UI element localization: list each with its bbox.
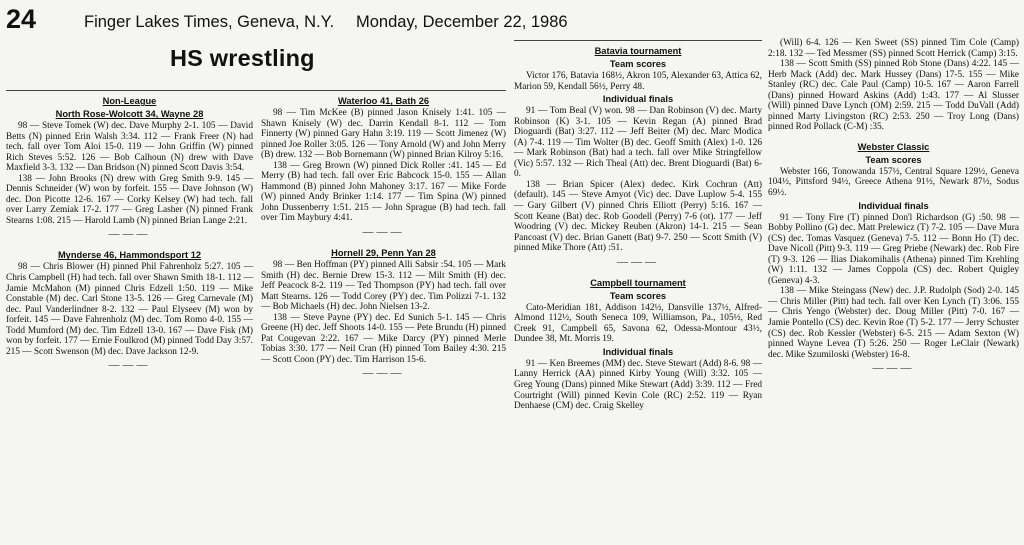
- column-rule: [6, 90, 506, 91]
- league-label: Non-League: [102, 96, 157, 106]
- results-paragraph: 138 — Steve Payne (PY) dec. Ed Sunich 5-1. 145 — Chris Greene (H) dec. Jeff Shoots 14-0. 155 — Pete Brundu (H) pinned Pat Cougevan 2:22. 167 — Mike Darcy (PY) pinned Merle Tobias 3:30. 177 — Neil Cran (H) pinned Tom Bailey 4:30. 215 — Scott Coon (PY) dec. Tim Harrison 15-6.: [261, 312, 506, 365]
- results-paragraph: 138 — Greg Brown (W) pinned Dick Roller :41. 145 — Ed Merry (B) had tech. fall over Eric Babcock 15-0. 155 — Allan Hammond (B) pinned John Mahoney 3:17. 167 — Mike Forde (W) pinned Andy Brinker 1:14. 177 — Tim Spina (W) pinned John Dussenberry 1:51. 215 — John Sprague (B) had tech. fall over Tim Maybury 4:41.: [261, 160, 506, 224]
- results-block: [514, 46, 762, 268]
- subheading: Team scores: [609, 59, 667, 69]
- match-heading: Waterloo 41, Bath 26: [337, 96, 430, 106]
- match-heading: Mynderse 46, Hammondsport 12: [57, 250, 202, 261]
- publication-name: Finger Lakes Times, Geneva, N.Y.: [84, 13, 335, 31]
- team-scores: Victor 176, Batavia 168½, Akron 105, Alexander 63, Attica 62, Marion 59, Kendall 56½, Perry 48.: [514, 71, 762, 92]
- results-paragraph: 98 — Chris Blower (H) pinned Phil Fahrenholz 5:27. 105 — Chris Campbell (H) had tech. fall over Shawn Smith 18-1. 112 — Jamie McMahon (M) pinned Chris Edzell 1:50. 119 — Mike Constable (M) dec. Carl Stone 13-5. 126 — Greg Carnevale (M) dec. Paul Vanderlindner 8-2. 132 — Paul Elyseev (M) won by forfeit. 145 — Dave Fahrenholz (M) dec. Tom Romo 4-0. 155 — Todd Mumford (M) dec. Tim Edzell 13-0. 167 — Dave Fisk (M) won by forfeit. 177 — Ernie Foulkrod (M) pinned Todd Day 3:57. 215 — Scott Swenson (M) dec. Dave Jackson 12-9.: [6, 262, 253, 357]
- results-block: [261, 248, 506, 379]
- section-title: HS wrestling: [170, 45, 315, 71]
- subheading: Team scores: [609, 290, 667, 301]
- match-heading: Webster Classic: [857, 141, 930, 152]
- separator-dashes: ———: [617, 255, 659, 268]
- results-paragraph: 91 — Tom Beal (V) won. 98 — Dan Robinson (V) dec. Marty Robinson (K) 3-1. 105 — Kevin Regan (A) pinned Brad Dioguardi (Bat) 3:27. 112 — Jeff Beiter (M) dec. Marc Modica (A) 7-4. 119 — Tim Wolter (B) dec. Geoff Smith (Alex) 1-0. 126 — Mark Robinson (Bat) had a tech. fall over Mike Stringfellow (Vic) 5:57. 132 — Rich Theal (Att) dec. Brent Dioguardi (Bat) 6-0.: [514, 106, 762, 180]
- match-heading: Hornell 29, Penn Yan 28: [331, 248, 436, 259]
- match-heading: Campbell tournament: [590, 277, 686, 288]
- results-paragraph: 138 — Scott Smith (SS) pinned Rob Stone (Dans) 4:22. 145 — Herb Mack (Add) dec. Mark Hussey (Dans) 17-5. 155 — Mike Stanley (RC) dec. Cale Paul (Camp) 10-5. 167 — Aaron Farrell (Dans) pinned Howard Askins (Add) 1:43. 177 — Al Slusser (Will) pinned Dave Lynch (OM) 2:59. 215 — Todd DuVall (Add) pinned Marty Livingston (RC) 2:53. 250 — Troy Long (Dans) pinned Rod Pollack (C-M) :35.: [768, 59, 1019, 133]
- results-paragraph: 138 — Mike Steingass (New) dec. J.P. Rudolph (Sod) 2-0. 145 — Chris Miller (Pitt) had tech. fall over Ken Lynch (T) 3:06. 155 — Chris Yengo (Webster) dec. Doug Miller (Pitt) 7-0. 167 — Jamie Pontello (CS) dec. Kevin Roe (T) 5-2. 177 — Jerry Schuster (CS) dec. Rob Kessler (Webster) 6-5. 215 — Adam Sexton (W) pinned Wayne Levea (T) 5:26. 250 — Roger LeClair (Newark) dec. Mike Szumiloski (Webster) 16-8.: [768, 286, 1019, 360]
- subheading: Individual finals: [858, 200, 929, 211]
- page-number: 24: [6, 4, 37, 34]
- results-block: [768, 142, 1019, 374]
- results-paragraph: 138 — John Brooks (N) drew with Greg Smith 9-9. 145 — Dennis Schneider (W) won by forfeit. 155 — Dave Johnson (W) dec. Don Picotte 12-6. 167 — Corky Kelsey (W) had tech. fall over Larry Zemiak 17-2. 177 — Greg Lasher (N) pinned Frank Stearns 1:08. 215 — Harold Lamb (N) pinned Brian Lange 2:21.: [6, 173, 253, 226]
- column-3: [514, 44, 762, 421]
- column-1: [6, 94, 253, 381]
- results-block: [768, 38, 1019, 133]
- match-heading: North Rose-Wolcott 34, Wayne 28: [55, 109, 204, 119]
- team-scores: Webster 166, Tonowanda 157½, Central Square 129½, Geneva 104½, Pittsford 94½, Greece Athena 91½, Newark 87½, Sodus 69½.: [768, 166, 1019, 199]
- match-heading: Batavia tournament: [594, 46, 682, 56]
- subheading: Team scores: [865, 154, 922, 165]
- results-block: [514, 278, 762, 412]
- separator-dashes: ———: [872, 362, 915, 375]
- results-block: [6, 96, 253, 240]
- subheading: Individual finals: [602, 346, 674, 357]
- column-2: [261, 94, 506, 389]
- separator-dashes: ———: [362, 226, 405, 239]
- results-paragraph: 98 — Tim McKee (B) pinned Jason Knisely 1:41. 105 — Shawn Knisely (W) dec. Darrin Kendall 8-1. 112 — Tom Finnerty (W) pinned Gary Hahn 3:19. 119 — Scott Jimenez (W) pinned Joe Roller 3:05. 126 — Tony Arnold (W) and John Merry (B) drew. 132 — Bob Bornemann (W) pinned Brian Kilroy 5:16.: [261, 108, 506, 161]
- column-rule: [514, 40, 762, 41]
- results-block: [261, 96, 506, 238]
- results-paragraph: 138 — Brian Spicer (Alex) dedec. Kirk Cochran (Att) (default). 145 — Steve Amyot (Vic) dec. Dave Luplow 5-4. 155 — Gary Gilbert (V) pinned Chris Elliott (Perry) 5:16. 167 — Scott Keane (Bat) dec. Rob Goodell (Perry) 7-6 (ot). 177 — Jeff Woodring (V) dec. Mickey Reuben (Akron) 14-1. 215 — Sean Pancoast (V) dec. Brian Ganett (Bat) 9-7. 250 — Scott Smith (V) pinned Mike Thore (Att) :51.: [514, 179, 762, 254]
- separator-dashes: ———: [362, 367, 405, 380]
- results-paragraph: 91 — Tony Fire (T) pinned Don'l Richardson (G) :50. 98 — Bobby Pollino (G) dec. Matt Prelewicz (T) 7-2. 105 — Dave Mura (CS) dec. Tomas Vasquez (Geneva) 7-5. 112 — Bonn Ho (T) dec. Dave Nicoll (Pitt) 9-3. 119 — Greg Priebe (Newark) dec. Rob Fire (T) 9-3. 126 — Ilias Diakomihalis (Athena) pinned Tim Krehling (W) 1:11. 132 — James Coppola (CS) dec. Robert Quigley (Geneva) 4-3.: [768, 212, 1019, 286]
- separator-dashes: ———: [108, 359, 151, 372]
- team-scores: Cato-Meridian 181, Addison 142½, Dansville 137½, Alfred-Almond 112½, South Seneca 109, Williamson, Pa., 105½, Red Creek 91, Campbell 65, Savona 62, Odessa-Montour 43½, Dundee 38, Mt. Morris 19.: [514, 302, 762, 345]
- results-paragraph: 98 — Ben Hoffman (PY) pinned Alli Sabsir :54. 105 — Mark Smith (H) dec. Bernie Drew 15-3. 112 — Milt Smith (H) dec. Jeff Peacock 8-2. 119 — Ted Thompson (PY) had tech. fall over Matt Stearns. 126 — Todd Corey (PY) dec. Tim Polizzi 7-1. 132 — Bob Michaels (H) dec. John Nielsen 13-2.: [261, 260, 506, 313]
- subheading: Individual finals: [602, 94, 674, 105]
- results-paragraph: 91 — Ken Breemes (MM) dec. Steve Stewart (Add) 8-6. 98 — Lanny Herrick (AA) pinned Kirby Young (Will) 3:32. 105 — Greg Young (Dans) pinned Mike Stewart (Add) 3:39. 112 — Fred Courtright (Will) pinned Kevin Cole (RC) 2:52. 119 — Ryan Denhaese (CM) dec. Craig Skelley: [514, 358, 762, 412]
- separator-dashes: ———: [108, 228, 151, 241]
- masthead: [84, 12, 568, 32]
- results-paragraph: (Will) 6-4. 126 — Ken Sweet (SS) pinned Tim Cole (Camp) 2:18. 132 — Ted Messmer (SS) pinned Scott Herrick (Camp) 3:15.: [768, 38, 1019, 59]
- column-4: [768, 38, 1019, 384]
- results-paragraph: 98 — Steve Tomek (W) dec. Dave Murphy 2-1. 105 — David Betts (N) pinned Erin Walsh 3:34. 112 — Frank Freer (N) had tech. fall over Tom Aloi 15-0. 119 — John Griffin (W) pinned Rich Steves 5:52. 126 — Bob Calhoun (N) drew with Dave Maxfield 3-3. 132 — Dan Bridson (N) pinned Scott Davis 3:54.: [6, 121, 253, 174]
- publication-date: Monday, December 22, 1986: [356, 13, 568, 31]
- results-block: [6, 250, 253, 371]
